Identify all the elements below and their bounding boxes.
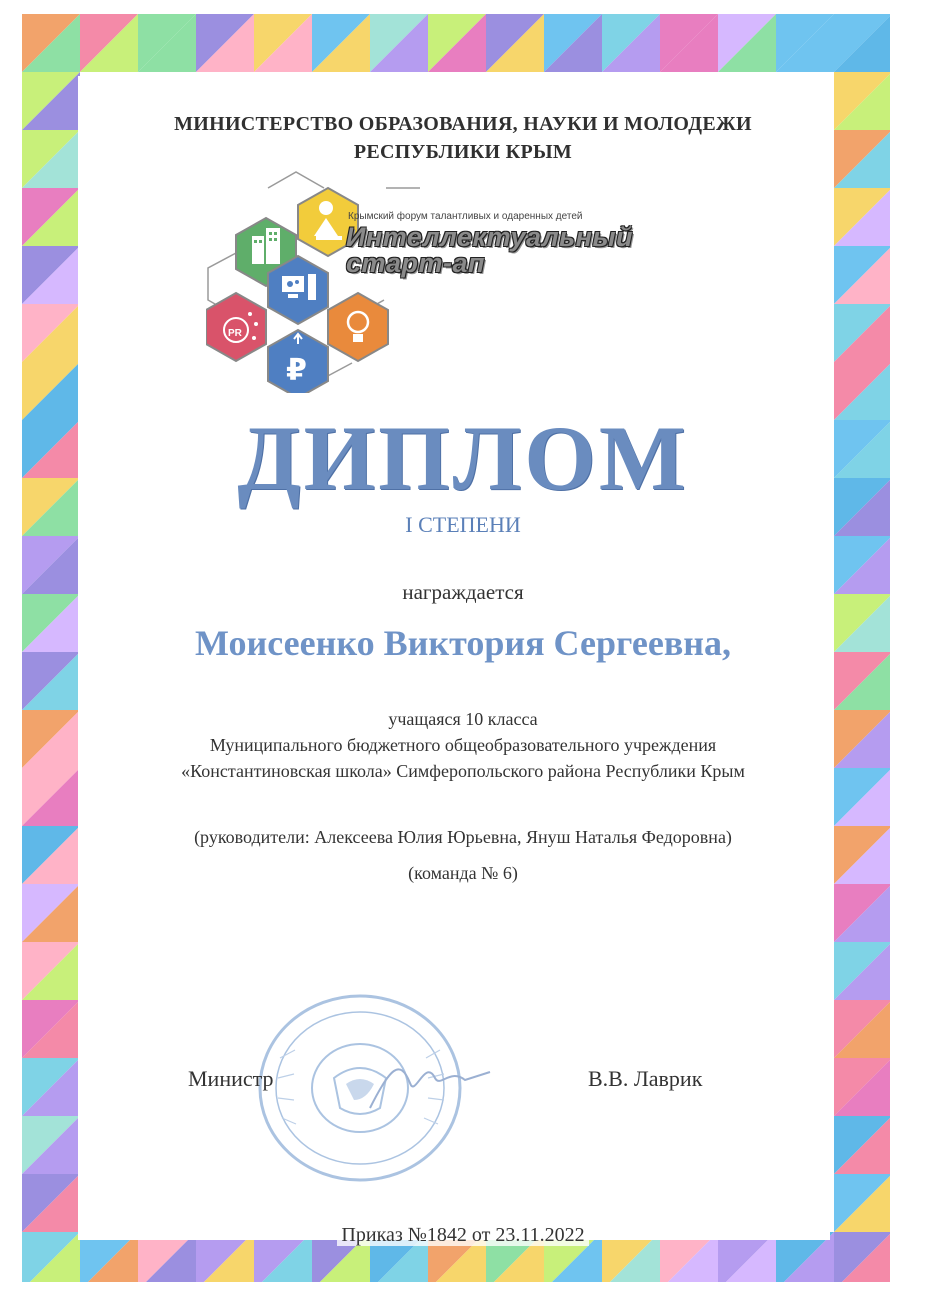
signatory-role: Министр: [188, 1066, 274, 1091]
logo-title: [346, 224, 633, 276]
ruble-icon: [268, 330, 328, 393]
order-text: Приказ №1842 от 23.11.2022: [337, 1224, 588, 1246]
signatory-name: В.В. Лаврик: [588, 1066, 703, 1091]
stamp-seal: [250, 988, 500, 1188]
awarded-label: награждается: [402, 580, 524, 604]
school-line-2: «Константиновская школа» Симферопольского района Республики Крым: [181, 761, 745, 781]
degree-label: I СТЕПЕНИ: [405, 512, 521, 537]
ministry-line-2: РЕСПУБЛИКИ КРЫМ: [353, 141, 573, 163]
team-line: (команда № 6): [408, 863, 518, 883]
student-line: учащаяся 10 класса: [388, 709, 538, 729]
recipient-name: Моисеенко Виктория Сергеевна,: [194, 623, 732, 663]
ministry-line-1: МИНИСТЕРСТВО ОБРАЗОВАНИЯ, НАУКИ И МОЛОДЕЖИ: [174, 113, 752, 135]
school-line-1: Муниципального бюджетного общеобразовательного учреждения: [209, 735, 717, 755]
svg-text:PR: PR: [228, 328, 242, 339]
logo-title-line-2: старт-ап: [346, 248, 486, 278]
supervisors-line: (руководители: Алексеева Юлия Юрьевна, Януш Наталья Федоровна): [194, 827, 732, 847]
diploma-title: ДИПЛОМ: [237, 407, 689, 509]
order-reference: [0, 1224, 926, 1247]
logo-subtitle: Крымский форум талантливых и одаренных детей: [348, 211, 583, 222]
recipient-details: [0, 706, 926, 784]
svg-text:₽: ₽: [286, 353, 307, 388]
logo-title-line-1: Интеллектуальный: [346, 222, 634, 252]
